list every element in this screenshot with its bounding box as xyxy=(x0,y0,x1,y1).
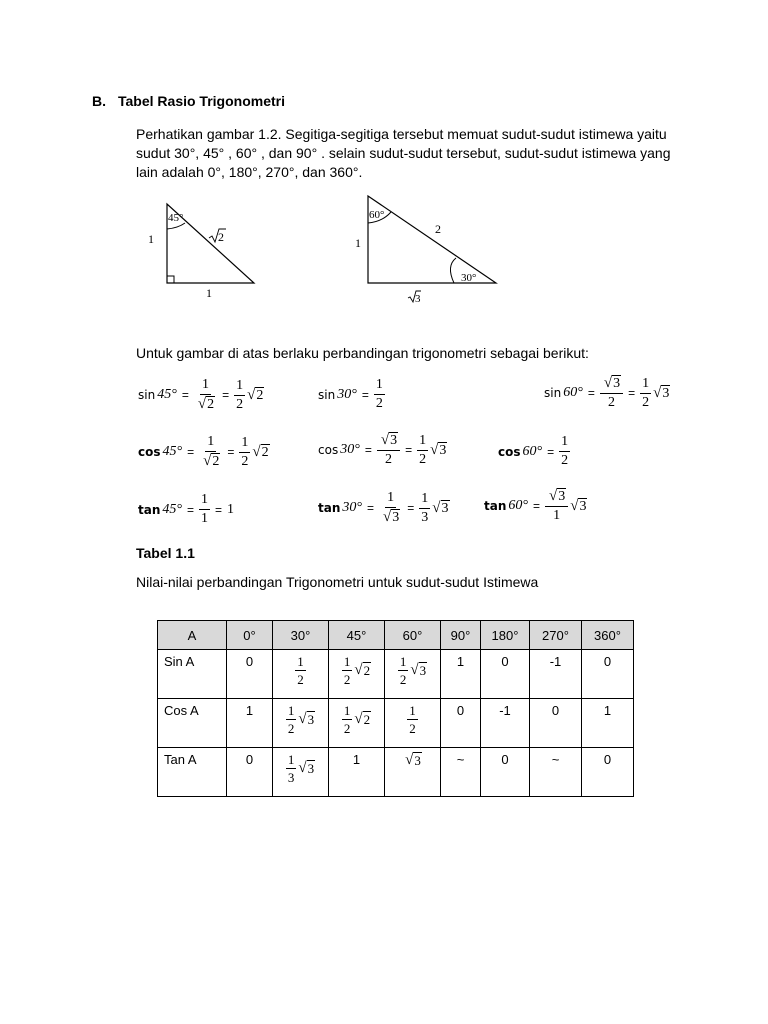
table-cell: √ 3 xyxy=(385,748,441,797)
table-cell: 0 xyxy=(481,650,530,699)
table-caption: Tabel 1.1 xyxy=(136,545,195,561)
intro-line-1: Perhatikan gambar 1.2. Segitiga-segitiga tersebut memuat sudut-sudut istimewa yaitu xyxy=(136,126,667,142)
table-cell: 0 xyxy=(582,748,634,797)
side-label-bottom-2: 3 xyxy=(415,293,421,305)
intro-line-3: lain adalah 0°, 180°, 270°, dan 360°. xyxy=(136,164,363,180)
side-label-left-2: 1 xyxy=(355,236,361,250)
col-header: 30° xyxy=(273,621,329,650)
angle-label-45: 45° xyxy=(168,212,184,224)
row-label: Sin A xyxy=(158,650,227,699)
formula-sin45: sin 45° = 1 √ 2 = $\frac{1}{2}$ √ 2 xyxy=(138,377,264,412)
formula-tan45: tan 45° = $\frac{1}{1}$ = 1 xyxy=(138,492,235,526)
section-title: Tabel Rasio Trigonometri xyxy=(118,93,285,109)
col-header: 90° xyxy=(441,621,481,650)
table-cell: 0 xyxy=(481,748,530,797)
table-row xyxy=(158,748,634,797)
col-header: 180° xyxy=(481,621,530,650)
side-label-left: 1 xyxy=(148,232,154,246)
table-description: Nilai-nilai perbandingan Trigonometri untuk sudut-sudut Istimewa xyxy=(136,574,539,590)
table-row xyxy=(158,650,634,699)
formula-tan60: tan 60° = √ 3 1 √ 3 xyxy=(484,488,587,523)
col-header: 270° xyxy=(530,621,582,650)
table-cell: $\frac{1}{2}$ √ 2 xyxy=(329,699,385,748)
col-header: 45° xyxy=(329,621,385,650)
table-row xyxy=(158,699,634,748)
row-label: Tan A xyxy=(158,748,227,797)
side-label-bottom: 1 xyxy=(206,286,212,300)
angle-label-60: 60° xyxy=(369,209,385,221)
table-cell: 0 xyxy=(530,699,582,748)
table-cell: 1 xyxy=(441,650,481,699)
angle-arc-30 xyxy=(450,258,456,283)
col-header: A xyxy=(158,621,227,650)
table-cell: $\frac{1}{2}$ √ 3 xyxy=(385,650,441,699)
angle-label-30: 30° xyxy=(461,272,477,284)
row-label: Cos A xyxy=(158,699,227,748)
table-cell: $\frac{1}{2}$ xyxy=(385,699,441,748)
trig-table xyxy=(157,620,634,797)
table-cell: $\frac{1}{2}$ xyxy=(273,650,329,699)
col-header: 0° xyxy=(227,621,273,650)
table-cell: 0 xyxy=(227,650,273,699)
table-cell: 1 xyxy=(582,699,634,748)
formula-cos45: cos 45° = 1 √ 2 = $\frac{1}{2}$ √ 2 xyxy=(138,434,269,469)
triangle-45-diagram xyxy=(0,0,768,320)
table-header-row xyxy=(158,621,634,650)
table-cell: $\frac{1}{3}$ √ 3 xyxy=(273,748,329,797)
formula-intro: Untuk gambar di atas berlaku perbandingan trigonometri sebagai berikut: xyxy=(136,345,589,361)
side-label-hyp-2: 2 xyxy=(435,222,441,236)
formula-cos60: cos 60° = $\frac{1}{2}$ xyxy=(498,434,569,468)
table-cell: -1 xyxy=(481,699,530,748)
formula-cos30: cos 30° = √ 3 2 = $\frac{1}{2}$ √ 3 xyxy=(318,432,447,467)
col-header: 60° xyxy=(385,621,441,650)
right-angle-mark xyxy=(167,276,174,283)
section-letter: B. xyxy=(92,93,106,109)
col-header: 360° xyxy=(582,621,634,650)
table-cell: 0 xyxy=(441,699,481,748)
table-cell: 0 xyxy=(582,650,634,699)
table-cell: 0 xyxy=(227,748,273,797)
formula-sin30: sin 30° = $\frac{1}{2}$ xyxy=(318,377,383,411)
table-cell: 1 xyxy=(227,699,273,748)
side-label-hyp: 2 xyxy=(218,230,224,244)
table-cell: ~ xyxy=(441,748,481,797)
table-cell: -1 xyxy=(530,650,582,699)
formula-tan30: tan 30° = 1 √ 3 = $\frac{1}{3}$ √ 3 xyxy=(318,490,449,525)
triangle-30-60-shape xyxy=(368,196,496,283)
table-cell: ~ xyxy=(530,748,582,797)
formula-sin60: sin 60° = √ 3 2 = $\frac{1}{2}$ √ 3 xyxy=(544,375,670,410)
table-cell: 1 xyxy=(329,748,385,797)
table-cell: $\frac{1}{2}$ √ 2 xyxy=(329,650,385,699)
table-cell: $\frac{1}{2}$ √ 3 xyxy=(273,699,329,748)
intro-line-2: sudut 30°, 45° , 60° , dan 90° . selain sudut-sudut tersebut, sudut-sudut istimewa yang xyxy=(136,145,671,161)
